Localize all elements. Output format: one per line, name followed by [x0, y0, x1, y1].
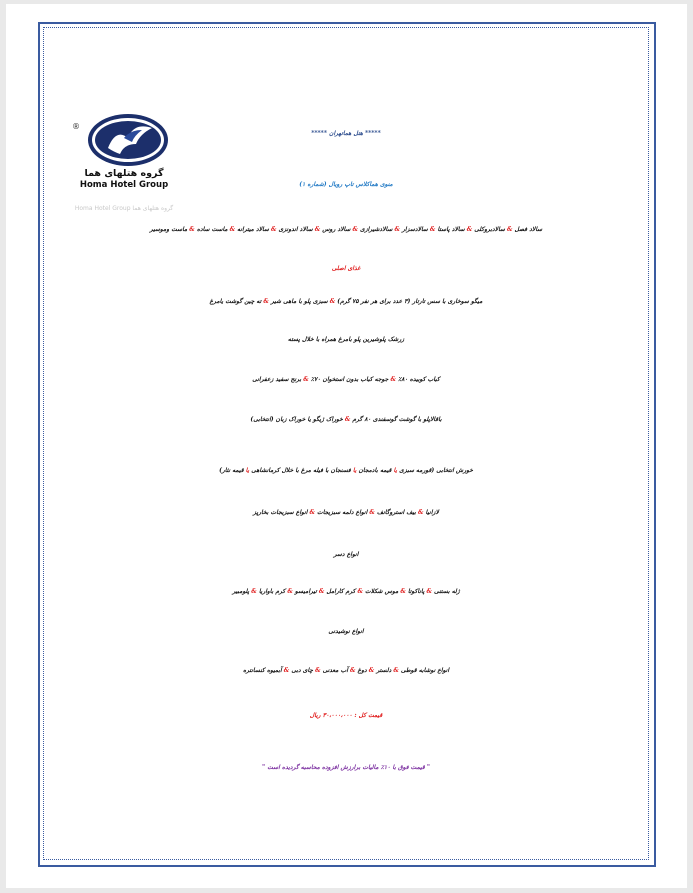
logo-name-en: Homa Hotel Group	[79, 180, 169, 190]
separator-ampersand: &	[355, 588, 366, 595]
separator-ampersand: &	[504, 226, 515, 233]
main-line-1	[50, 298, 642, 305]
separator-ampersand: &	[391, 667, 401, 674]
menu-item: بیف استروگانف	[376, 509, 416, 516]
menu-item: ته چین گوشت یامرغ	[209, 298, 262, 305]
stew-mid-1: قیمه بادمجان	[358, 467, 392, 474]
menu-item: آبمیوه کنسانتره	[242, 667, 282, 674]
logo-name-fa: گروه هتلهای هما	[84, 168, 164, 179]
menu-item: میگو سوخاری با سس تارتار (۳ عدد برای هر نفر ۷۵ گرم)	[337, 298, 483, 305]
main-course-heading: غذای اصلی	[331, 265, 361, 272]
separator-ampersand: &	[415, 509, 426, 516]
menu-item: کرم کارامل	[326, 588, 356, 595]
separator-ampersand: &	[285, 588, 295, 595]
menu-item: ماست ساده	[196, 226, 228, 233]
homa-bird-icon	[64, 108, 184, 170]
separator-ampersand: &	[301, 376, 311, 383]
menu-item: جوجه کباب بدون استخوان ۷۰٪	[310, 376, 389, 383]
menu-item: دلستر	[376, 667, 392, 674]
separator-ampersand: &	[281, 667, 292, 674]
main-line-4	[50, 416, 642, 423]
separator-ampersand: &	[347, 667, 358, 674]
menu-item: ژله بستنی	[433, 588, 460, 595]
menu-item: دوغ	[357, 667, 367, 674]
stew-or-3: یا	[245, 467, 250, 474]
salad-line	[50, 226, 642, 233]
menu-item: سالاد میترانه	[237, 226, 269, 233]
document-page	[6, 4, 687, 888]
separator-ampersand: &	[327, 298, 338, 305]
stew-mid-3: با خلال کرمانشاهی	[251, 467, 299, 474]
menu-item: سالادسزار	[401, 226, 428, 233]
menu-item: سالادبروکلی	[474, 226, 505, 233]
dessert-line	[50, 588, 642, 595]
menu-item: ماست وموسیر	[149, 226, 188, 233]
separator-ampersand: &	[312, 226, 323, 233]
menu-item: سالاد روس	[322, 226, 351, 233]
tax-note: " قیمت فوق با ۱۰٪ مالیات برارزش افزوده محاسبه گردیده است "	[262, 764, 430, 771]
separator-ampersand: &	[464, 226, 475, 233]
separator-ampersand: &	[366, 667, 377, 674]
separator-ampersand: &	[398, 588, 408, 595]
separator-ampersand: &	[249, 588, 259, 595]
menu-item: کباب کوبیده ۸۰٪	[397, 376, 440, 383]
registered-mark: ®	[72, 122, 80, 131]
main-line-6	[50, 509, 642, 516]
menu-item: سالاد پاستا	[437, 226, 465, 233]
stew-mid-2: فسنجان با فیله مرغ	[300, 467, 351, 474]
separator-ampersand: &	[227, 226, 238, 233]
menu-item: سالاد اندونزی	[278, 226, 313, 233]
stew-start: خورش انتخابی (قورمه سبزی	[399, 467, 473, 474]
menu-item: تیرامیسو	[294, 588, 317, 595]
menu-item: انواع سبزیجات بخارپز	[253, 509, 308, 516]
separator-ampersand: &	[427, 226, 438, 233]
separator-ampersand: &	[312, 667, 323, 674]
menu-title: منوی هماکلاس تاپ رویال (شماره ۱)	[299, 181, 393, 188]
separator-ampersand: &	[268, 226, 279, 233]
separator-ampersand: &	[342, 416, 353, 423]
separator-ampersand: &	[261, 298, 271, 305]
homa-hotel-logo	[64, 108, 184, 216]
main-line-3	[50, 376, 642, 383]
menu-item: موس شکلات	[365, 588, 399, 595]
total-price: قیمت کل : ۳۰،۰۰۰،۰۰۰ ریال	[309, 712, 383, 719]
menu-item: چای دبی	[291, 667, 313, 674]
drinks-line	[50, 667, 642, 674]
separator-ampersand: &	[388, 376, 398, 383]
menu-item: انواع نوشابه قوطی	[400, 667, 450, 674]
stew-or-2: یا	[352, 467, 357, 474]
separator-ampersand: &	[187, 226, 197, 233]
menu-item: باقالاپلو با گوشت گوسفندی ۸۰ گرم	[352, 416, 442, 423]
menu-item: پلومبیر	[232, 588, 250, 595]
menu-item: کرم باواریا	[258, 588, 286, 595]
menu-item: انواع دلمه سبزیجات	[317, 509, 368, 516]
dessert-heading: انواع دسر	[333, 551, 359, 558]
menu-item: آب معدنی	[322, 667, 348, 674]
separator-ampersand: &	[367, 509, 377, 516]
hotel-title: ***** هتل هماتهران *****	[311, 130, 381, 137]
stew-end: قیمه نثار)	[219, 467, 244, 474]
menu-item: سالادشیرازی	[360, 226, 393, 233]
main-line-2: زرشک پلوشیرین پلو بامرغ همراه با خلال پسته	[287, 336, 405, 343]
menu-item: لازانیا	[425, 509, 439, 516]
menu-item: سبزی پلو با ماهی شیر	[270, 298, 328, 305]
menu-item: سالاد فصل	[514, 226, 543, 233]
separator-ampersand: &	[424, 588, 434, 595]
menu-item: برنج سفید زعفرانی	[252, 376, 302, 383]
separator-ampersand: &	[350, 226, 361, 233]
logo-faint-text: Homa Hotel Group گروه هتلهای هما	[74, 205, 174, 212]
drinks-heading: انواع نوشیدنی	[328, 628, 364, 635]
main-line-5	[50, 467, 642, 474]
separator-ampersand: &	[316, 588, 327, 595]
separator-ampersand: &	[392, 226, 402, 233]
separator-ampersand: &	[307, 509, 318, 516]
menu-item: پاناکوتا	[407, 588, 425, 595]
stew-or-1: یا	[393, 467, 398, 474]
menu-item: خوراک ژیگو یا خوراک زبان (انتخابی)	[250, 416, 343, 423]
